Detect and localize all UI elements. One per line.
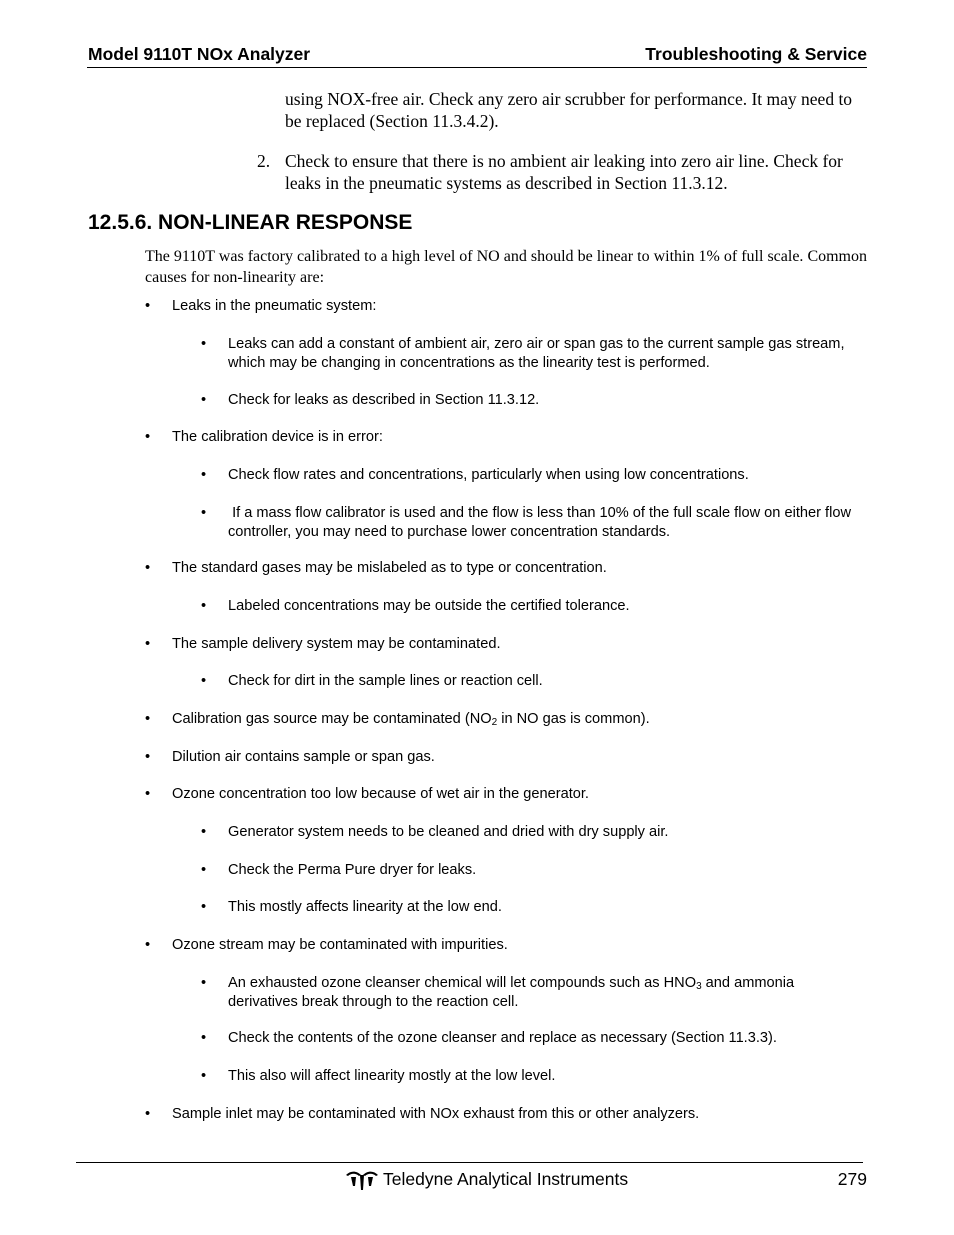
teledyne-logo-icon — [345, 1169, 379, 1191]
bullet-icon: • — [201, 1030, 207, 1046]
list-item-text: The sample delivery system may be contaminated. — [172, 636, 501, 652]
sub-list-item-text: Check for leaks as described in Section 11.3.12. — [228, 392, 540, 408]
header-rule — [87, 67, 867, 68]
bullet-icon: • — [201, 824, 207, 840]
list-item-text: Ozone stream may be contaminated with impurities. — [172, 937, 508, 953]
bullet-icon: • — [145, 1106, 151, 1122]
bullet-icon: • — [145, 429, 151, 445]
page-number: 279 — [837, 1169, 867, 1189]
bullet-icon: • — [201, 899, 207, 915]
sub-list-item-text: This mostly affects linearity at the low end. — [228, 899, 502, 915]
footer-company: Teledyne Analytical Instruments — [383, 1169, 629, 1189]
sub-list-item-text: Check the contents of the ozone cleanser and replace as necessary (Section 11.3.3). — [228, 1030, 777, 1046]
sub-list-item-text: Leaks can add a constant of ambient air, zero air or span gas to the current sample gas stream, which may be changing in concentrations as the linearity test is performed. — [228, 336, 845, 371]
header-title: Model 9110T NOx Analyzer — [88, 44, 311, 64]
bullet-icon: • — [201, 975, 207, 991]
bullet-icon: • — [201, 673, 207, 689]
bullet-icon: • — [145, 786, 151, 802]
list-item-text: The calibration device is in error: — [172, 429, 383, 445]
list-item-text: The standard gases may be mislabeled as to type or concentration. — [172, 560, 607, 576]
list-item-text: Ozone concentration too low because of wet air in the generator. — [172, 786, 589, 802]
list-item-text: Leaks in the pneumatic system: — [172, 298, 377, 314]
sub-list-item-text: This also will affect linearity mostly at the low level. — [228, 1068, 556, 1084]
bullet-icon: • — [201, 467, 207, 483]
bullet-icon: • — [201, 1068, 207, 1084]
section-heading: 12.5.6. NON-LINEAR RESPONSE — [88, 211, 413, 234]
sub-list-item-text: If a mass flow calibrator is used and the flow is less than 10% of the full scale flow on either flow controller, you may need to purchase lower concentration standards. — [228, 505, 856, 540]
sub-list-item-text: Check flow rates and concentrations, particularly when using low concentrations. — [228, 467, 749, 483]
bullet-icon: • — [201, 505, 207, 521]
sub-list-item-text: Check for dirt in the sample lines or reaction cell. — [228, 673, 543, 689]
item-text: Check to ensure that there is no ambient air leaking into zero air line. Check for leaks in the pneumatic systems as described in Section 11.3.12. — [285, 151, 843, 193]
sub-list-item-text: An exhausted ozone cleanser chemical will let compounds such as $HNO_3$ and ammonia derivatives break through to the reaction cell. — [228, 975, 795, 1010]
item-number: 2. — [257, 151, 271, 171]
bullet-icon: • — [145, 711, 151, 727]
bullet-icon: • — [145, 749, 151, 765]
section-intro: The 9110T was factory calibrated to a high level of NO and should be linear to within 1% of full scale. Common causes for non-linearity are: — [145, 248, 867, 286]
bullet-icon: • — [145, 560, 151, 576]
bullet-icon: • — [145, 937, 151, 953]
sub-list-item-text: Generator system needs to be cleaned and dried with dry supply air. — [228, 824, 669, 840]
header-section: Troubleshooting & Service — [645, 44, 867, 64]
sub-list-item-text: Check the Perma Pure dryer for leaks. — [228, 862, 477, 878]
continuation-paragraph: using NOX-free air. Check any zero air scrubber for performance. It may need to be replaced (Section 11.3.4.2). — [285, 89, 853, 131]
bullet-icon: • — [201, 336, 207, 352]
bullet-icon: • — [201, 598, 207, 614]
bullet-icon: • — [201, 862, 207, 878]
list-item-text: Sample inlet may be contaminated with NOx exhaust from this or other analyzers. — [172, 1106, 700, 1122]
footer-rule — [76, 1162, 863, 1163]
bullet-icon: • — [201, 392, 207, 408]
bullet-icon: • — [145, 636, 151, 652]
sub-list-item-text: Labeled concentrations may be outside the certified tolerance. — [228, 598, 630, 614]
list-item-text: Dilution air contains sample or span gas. — [172, 749, 435, 765]
list-item-text: Calibration gas source may be contaminated ($NO_2$ in NO gas is common). — [172, 711, 650, 728]
bullet-icon: • — [145, 298, 151, 314]
